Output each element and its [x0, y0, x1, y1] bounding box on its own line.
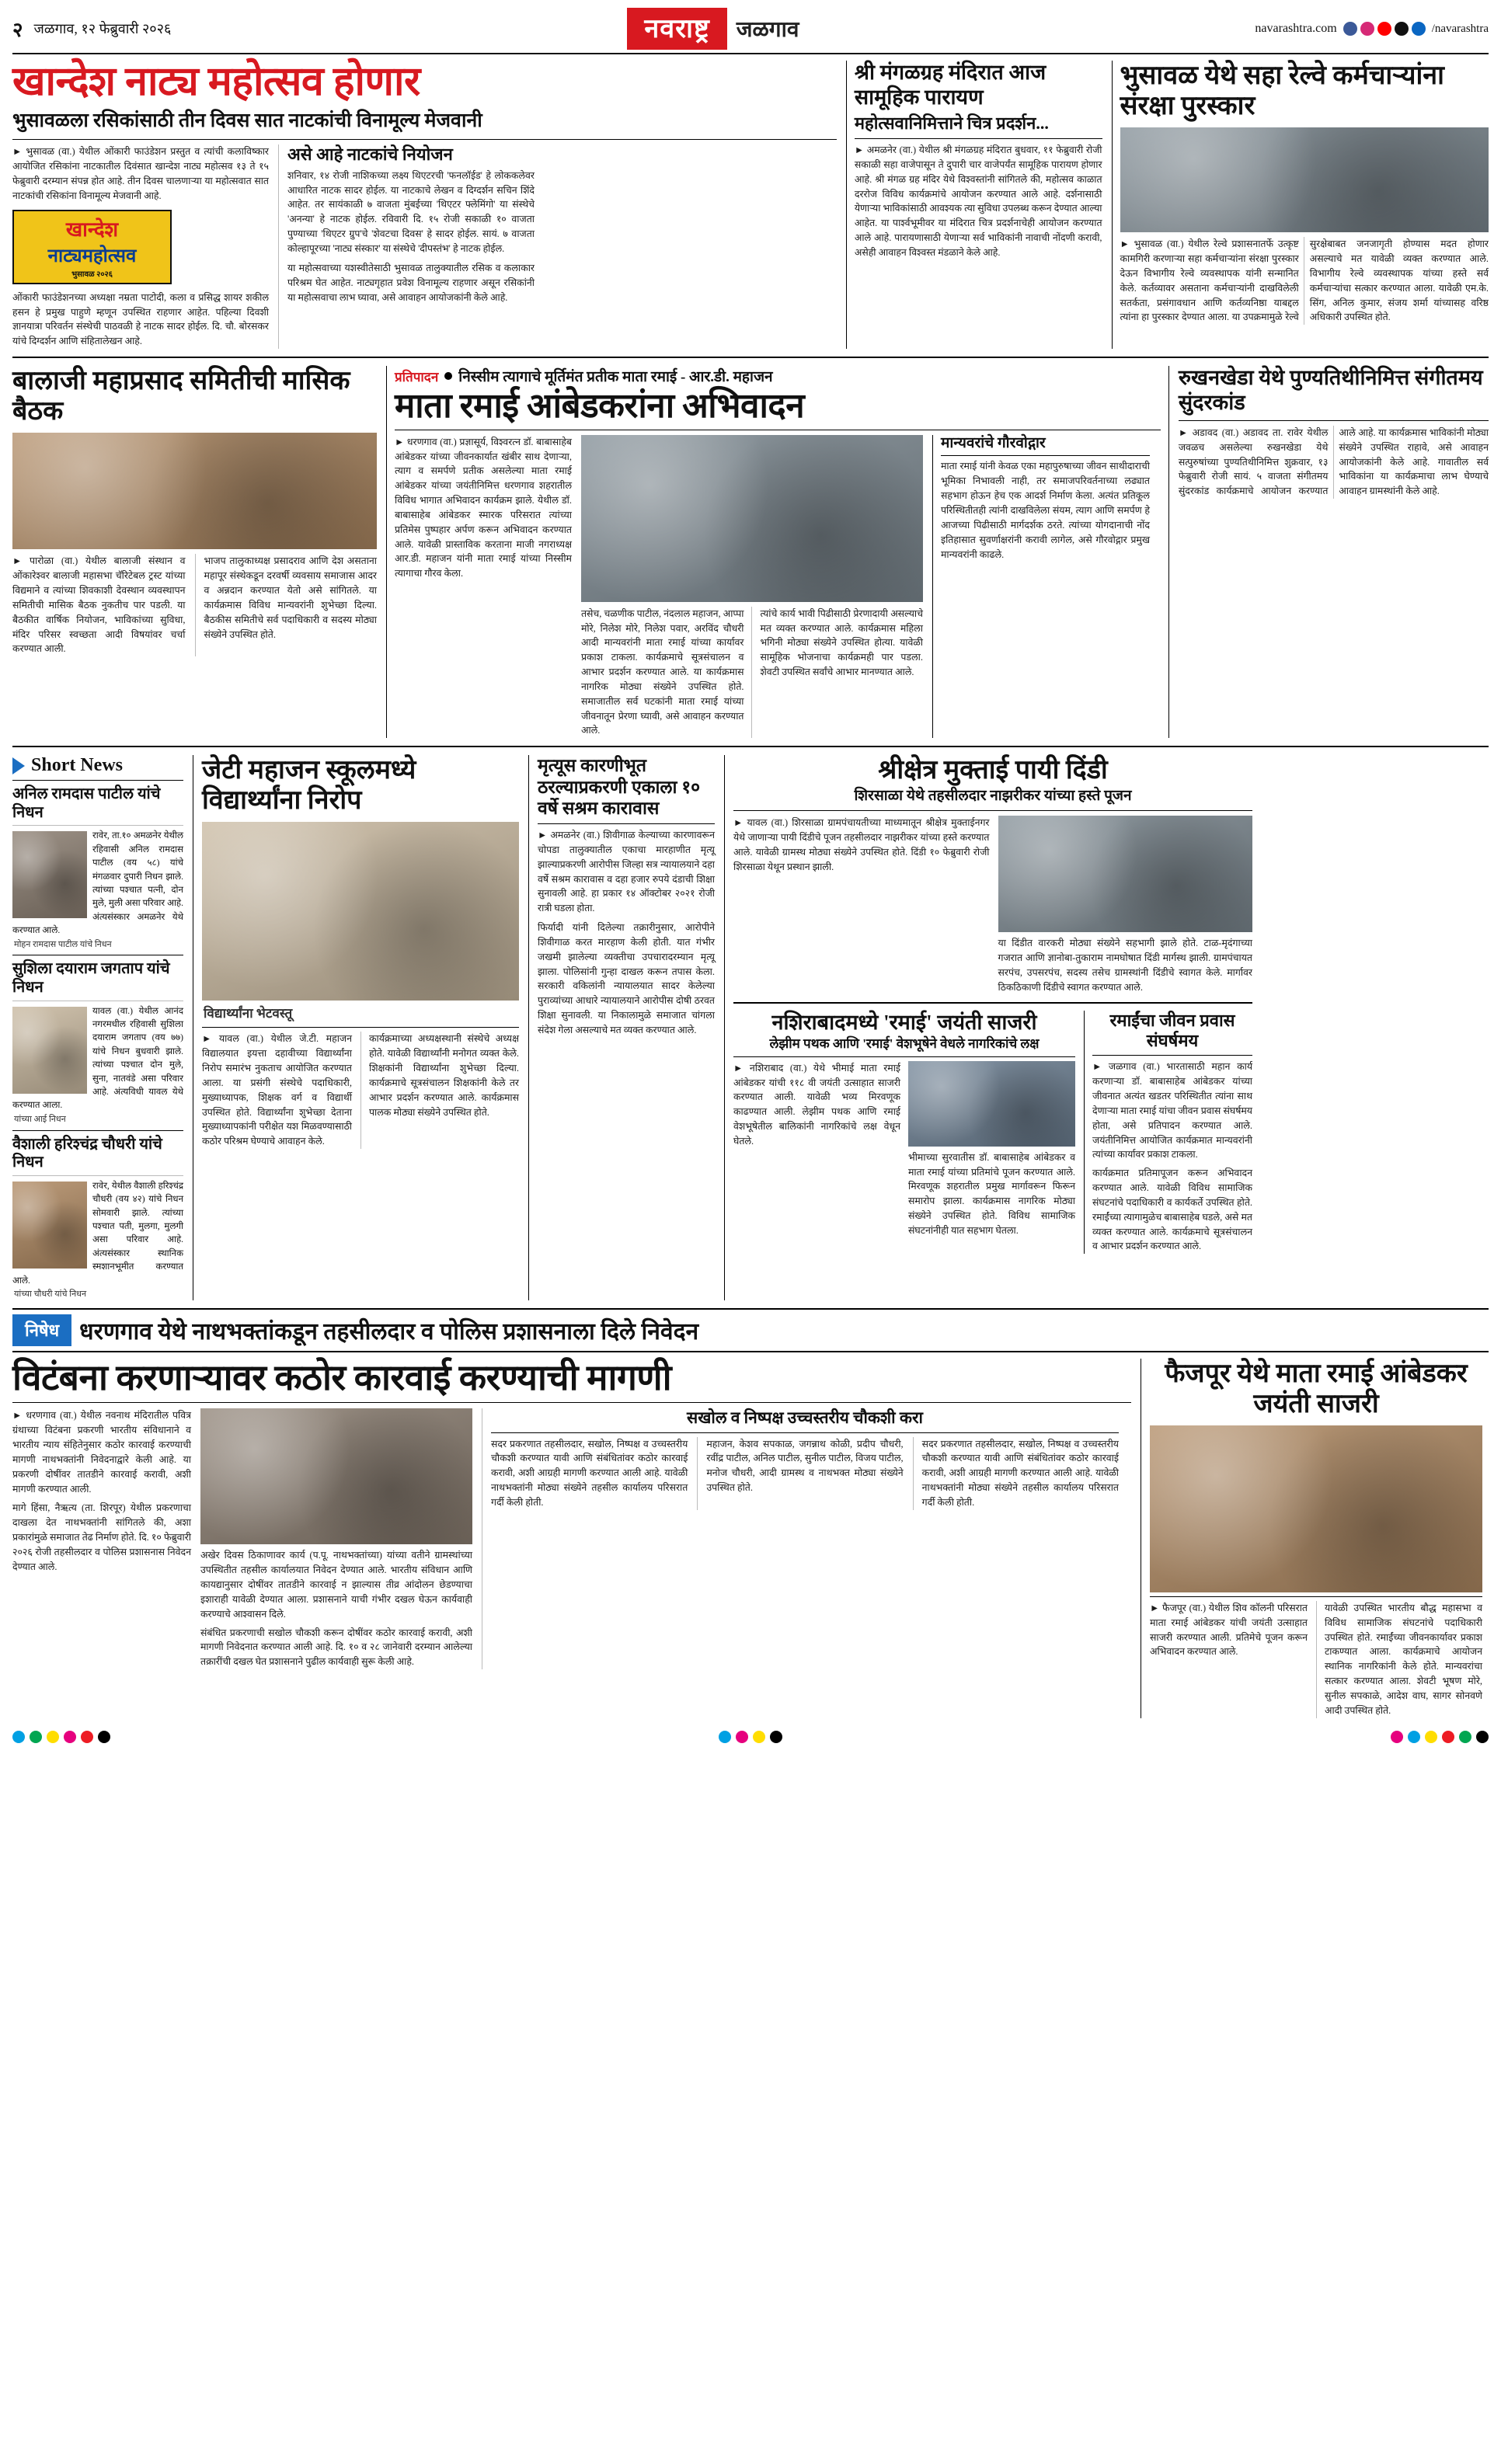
school-headline: जेटी महाजन स्कूलमध्ये विद्यार्थ्यांना निरोप	[202, 756, 416, 816]
page-number: २	[12, 19, 23, 41]
railway-photo	[1120, 127, 1489, 232]
protest-col2b: संबंधित प्रकरणाची सखोल चौकशी करून दोषींवर कठोर कारवाई करावी, अशी मागणी निवेदनात करण्यात आली आहे. दि. १० व २८ जानेवारी दरम्यान आलेल्या तक्रारींची दखल घेत प्रशासनाने पुढील कार्यवाही सुरू केली आहे.	[200, 1627, 472, 1668]
website-url[interactable]: navarashtra.com	[1255, 22, 1337, 35]
protest-col1b: मागे हिंसा, नैऋत्य (ता. शिरपूर) येथील प्रकरणाचा दाखला देत नाथभक्तांनी सांगितले की, अशा प्रकारांमुळे समाजात तेढ निर्माण होते. दि. १० फेब्रुवारी २०२६ रोजी तहसीलदार व पोलिस प्रशासनास निवेदन देण्यात आले.	[12, 1502, 191, 1572]
dindi-story	[733, 755, 1252, 994]
social-handle[interactable]: /navarashtra	[1431, 22, 1489, 35]
color-dot-green	[1459, 1731, 1471, 1743]
faizpur-body1: ► फैजपूर (वा.) येथील शिव कॉलनी परिसरात माता रमाई आंबेडकर यांची जयंती उत्साहात साजरी करण्यात आली. प्रतिमेचे पूजन करून अभिवादन करण्यात आले.	[1150, 1602, 1308, 1658]
social-icons[interactable]	[1343, 22, 1426, 36]
person-photo	[12, 1007, 87, 1094]
color-dot-yellow	[753, 1731, 765, 1743]
short-news-text: रावेर, ता.१० अमळनेर येथील रहिवासी अनिल रामदास पाटील (वय ५८) यांचे मंगळवार दुपारी निधन झाले. त्यांच्या पश्चात पत्नी, दोन मुले, मुली असा परिवार आहे. अंत्यसंस्कार अमळनेर येथे करण्यात आले.	[12, 830, 183, 936]
mata-ramai-col3: त्यांचे कार्य भावी पिढीसाठी प्रेरणादायी असल्याचे मत व्यक्त करण्यात आले. कार्यक्रमास महिला भगिनी मोठ्या संख्येने उपस्थित होत्या. यावेळी सामूहिक भोजनाचा कार्यक्रमही पार पडला. शेवटी उपस्थित सर्वांचे आभार मानण्यात आले.	[751, 607, 923, 739]
color-dot-black	[1476, 1731, 1489, 1743]
instagram-icon[interactable]	[1360, 22, 1374, 36]
ramai-life-story	[1084, 1011, 1252, 1255]
temple-body: ► अमळनेर (वा.) येथील श्री मंगळग्रह मंदिरात बुधवार, ११ फेब्रुवारी रोजी सकाळी सहा वाजेपासून ते दुपारी चार वाजेपर्यंत सामूहिक पारायण होणार आहे. श्री मंगळ ग्रह मंदिर येथे विश्वस्तांनी सांगितले की, महोत्सव काळात दररोज विविध कार्यक्रमांचे आयोजन करण्यात आले आहे. दर्शनासाठी येणाऱ्या भाविकांसाठी आवश्यक त्या सुविधा उपलब्ध करून देण्यात आल्या आहेत. या पार्श्वभूमीवर या मंदिरात चित्र प्रदर्शनाचेही आयोजन करण्यात आले आहे. पारायणासाठी येणाऱ्या सर्व भाविकांनी नावाची नोंदणी करावी, असेही आवाहन विश्वस्त मंडळाने केले आहे.	[854, 144, 1102, 259]
lead-subhead: भुसावळला रसिकांसाठी तीन दिवस सात नाटकांची विनामूल्य मेजवानी	[12, 110, 482, 132]
photo-caption: यांच्या आई निधन	[14, 1114, 66, 1124]
lead-story	[12, 61, 837, 349]
school-photo-caption: विद्यार्थ्यांना भेटवस्तू	[204, 1006, 293, 1021]
rukhankheda-story	[1179, 366, 1489, 738]
balaji-photo	[12, 433, 377, 549]
short-news-text: यावल (वा.) येथील आनंद नगरमधील रहिवासी सुशिला दयाराम जगताप (वय ७७) यांचे निधन बुधवारी झाले. त्यांच्या पश्चात दोन मुले, सुना, नातवंडे असा परिवार आहे. अंत्यविधी यावल येथे करण्यात आला.	[12, 1005, 183, 1111]
temple-story	[846, 61, 1102, 349]
protest-story	[12, 1359, 1131, 1718]
bottom-section	[12, 1359, 1489, 1718]
dindi-body2: या दिंडीत वारकरी मोठ्या संख्येने सहभागी झाले होते. टाळ-मृदंगाच्या गजरात आणि ज्ञानोबा-तुकाराम नामघोषात दिंडी मार्गस्थ झाली. ग्रामपंचायत सरपंच, उपसरपंच, सदस्य तसेच ग्रामस्थांनी दिंडीचे स्वागत केले. मार्गावर ठिकठिकाणी दिंडीचे स्वागत करण्यात आले.	[998, 938, 1252, 993]
linkedin-icon[interactable]	[1412, 22, 1426, 36]
balaji-story	[12, 366, 377, 738]
masthead-date: जळगाव, १२ फेब्रुवारी २०२६	[33, 21, 172, 37]
ramai-jayanti-headline: नशिराबादमध्ये 'रमाई' जयंती साजरी	[771, 1010, 1037, 1034]
masthead	[12, 8, 1489, 54]
mata-ramai-col2: तसेच, चळणीक पाटील, नंदलाल महाजन, आप्पा मोरे, निलेश मोरे, निलेश पवार, अरविंद चौधरी आदी मान्यवरांनी माता रमाई यांच्या कार्यावर प्रकाश टाकला. कार्यक्रमाचे सूत्रसंचालन व आभार प्रदर्शन करण्यात आले. या कार्यक्रमास नागरिक मोठ्या संख्येने उपस्थित होते. समाजातील सर्व घटकांनी माता रमाई यांच्या जीवनातून प्रेरणा घ्यावी, असे आवाहन करण्यात आले.	[580, 607, 744, 736]
right-stack	[724, 755, 1252, 1300]
kicker-tag: प्रतिपादन	[395, 367, 438, 385]
lead-col2-subhead: असे आहे नाटकांचे नियोजन	[287, 144, 453, 165]
festival-logo	[12, 210, 172, 284]
color-dot-yellow	[47, 1731, 59, 1743]
court-body2: फिर्यादी यांनी दिलेल्या तक्रारीनुसार, आरोपीने शिवीगाळ करत मारहाण केली होती. यात गंभीर जखमी झालेल्या व्यक्तीचा उपचारादरम्यान मृत्यू झाला. पोलिसांनी गुन्हा दाखल करून तपास केला. सरकारी वकिलांनी न्यायालयात सादर केलेल्या पुराव्यांच्या आधारे न्यायालयाने आरोपीस दोषी ठरवत शिक्षा सुनावली. या निकालामुळे समाजात चांगला संदेश गेला असल्याचे मत व्यक्त करण्यात आले.	[538, 922, 715, 1036]
kicker-text: निस्सीम त्यागाचे मूर्तिमंत प्रतीक माता रमाई - आर.डी. महाजन	[458, 369, 773, 386]
middle-band	[12, 366, 1489, 738]
x-icon[interactable]	[1395, 22, 1409, 36]
color-dot-magenta	[1391, 1731, 1403, 1743]
ramai-jayanti-body1: ► नशिराबाद (वा.) येथे भीमाई माता रमाई आंबेडकर यांची ११८ वी जयंती उत्साहात साजरी करण्यात आली. यावेळी भव्य मिरवणूक काढण्यात आली. लेझीम पथक आणि रमाई वेशभूषेतील बालिकांनी नागरिकांचे लक्ष वेधून घेतले.	[733, 1062, 900, 1147]
short-news-text: रावेर, येथील वैशाली हरिश्चंद्र चौधरी (वय ४२) यांचे निधन सोमवारी झाले. त्यांच्या पश्चात पती, मुलगा, मुलगी असा परिवार आहे. अंत्यसंस्कार स्थानिक स्मशानभूमीत करण्यात आले.	[12, 1180, 183, 1286]
color-dot-magenta	[736, 1731, 748, 1743]
lead-headline: खान्देश नाट्य महोत्सव होणार	[12, 60, 420, 104]
short-news-headline: अनिल रामदास पाटील यांचे निधन	[12, 785, 161, 821]
lower-section	[12, 755, 1489, 1300]
faizpur-headline: फैजपूर येथे माता रमाई आंबेडकर जयंती साजरी	[1165, 1359, 1468, 1418]
photo-caption: मोहन रामदास पाटील यांचे निधन	[14, 939, 112, 949]
list-item	[12, 1136, 183, 1300]
school-body1: ► यावल (वा.) येथील जे.टी. महाजन विद्यालयात इयत्ता दहावीच्या विद्यार्थ्यांना निरोप समारंभ नुकताच आयोजित करण्यात आला. या प्रसंगी संस्थेचे पदाधिकारी, मुख्याध्यापक, शिक्षक वर्ग व विद्यार्थी उपस्थित होते. विद्यार्थ्यांना शुभेच्छा देताना मुख्याध्यापकांनी परीक्षेत यश मिळवण्यासाठी कठोर परिश्रम घेण्याचे आवाहन केले.	[202, 1033, 352, 1147]
masthead-center	[627, 8, 799, 50]
color-dot-green	[30, 1731, 42, 1743]
color-dot-cyan	[719, 1731, 731, 1743]
court-body1: ► अमळनेर (वा.) शिवीगाळ केल्याच्या कारणावरून चोपडा तालुक्यातील एकाचा मारहाणीत मृत्यू झाल्याप्रकरणी आरोपीस जिल्हा सत्र न्यायालयाने दहा वर्षे सश्रम कारावास व दहा हजार रुपये दंडाची शिक्षा सुनावली आहे. हा प्रकार १४ ऑक्टोबर २०२१ रोजी रात्री घडला होता.	[538, 830, 715, 914]
short-news-headline: सुशिला दयाराम जगताप यांचे निधन	[12, 960, 170, 997]
lead-col2-para1: शनिवार, १४ रोजी नाशिकच्या लक्ष्य थिएटरची 'फनलॉईड' हे लोककलेवर आधारित नाटक सादर होईल. या नाटकाचे लेखन व दिग्दर्शन सचिन शिंदे आहेत. तर सायंकाळी ७ वाजता मुंबईच्या 'थिएटर फ्लेमिंगो' या संस्थेचे 'अनन्या' हे नाटक होईल. रविवारी दि. १५ रोजी सकाळी १० वाजता पुण्याच्या 'थिएटर ग्रुप'चे 'शेवटचा दिवस' हे सादर होईल. सायं. ७ वाजता कोल्हापूरच्या 'नाट्य संस्कार' या संस्थेचे 'दीपस्तंभ' हे नाटक होईल.	[287, 169, 535, 255]
color-dot-red	[1442, 1731, 1454, 1743]
person-photo	[12, 1182, 87, 1269]
ramai-life-body1: ► जळगाव (वा.) भारतासाठी महान कार्य करणाऱ्या डॉ. बाबासाहेब आंबेडकर यांच्या जीवनात अत्यंत खडतर परिस्थितीत त्यांना साथ देणाऱ्या माता रमाई यांचा जीवन प्रवास संघर्षमय होता, असे प्रतिपादन करण्यात आले. जयंतीनिमित्त आयोजित कार्यक्रमात मान्यवरांनी त्यांच्या कार्यावर प्रकाश टाकला.	[1092, 1061, 1252, 1161]
protest-photo	[200, 1408, 472, 1544]
school-photo	[202, 822, 519, 1001]
facebook-icon[interactable]	[1343, 22, 1357, 36]
railway-headline: भुसावळ येथे सहा रेल्वे कर्मचाऱ्यांना संरक्षा पुरस्कार	[1120, 61, 1444, 121]
protest-col2: अखेर दिवस ठिकाणावर कार्य (प.पू. नाथभक्तांच्या) यांच्या वतीने ग्रामस्थांच्या उपस्थितीत तहसील कार्यालयात निवेदन देण्यात आले. भारतीय संविधान आणि कायद्यानुसार दोषींवर तातडीने कारवाई न झाल्यास तीव्र आंदोलन छेडण्याचा इशाराही यावेळी देण्यात आला. प्रशासनाने याची गंभीर दखल घेऊन कार्यवाही करण्याचे आश्वासन दिले.	[200, 1550, 472, 1620]
color-dot-yellow	[1425, 1731, 1437, 1743]
short-news-column	[12, 755, 183, 1300]
mata-ramai-story	[386, 366, 1169, 738]
arrow-right-icon	[12, 757, 25, 774]
lead-col1-para2: ओंकारी फाउंडेशनच्या अध्यक्षा नम्रता पाटोदी, कला व प्रसिद्ध शायर शकील हसन हे प्रमुख पाहुणे म्हणून उपस्थित राहणार आहेत. पहिल्या दिवशी ज्ञानयात्रा परिवर्तन संस्थेची पाठवळी हे नाटक सादर होईल. दि. चौ. बोरसकर यांचे दिग्दर्शन आणि संहितालेखन आहे.	[12, 291, 269, 347]
gaurav-headline: मान्यवरांचे गौरवोद्गार	[940, 434, 1046, 451]
color-dots-right	[1391, 1731, 1489, 1743]
court-headline: मृत्यूस कारणीभूत ठरल्याप्रकरणी एकाला १० वर्षे सश्रम कारावास	[538, 756, 701, 819]
bullet-dot	[444, 372, 452, 380]
ramai-lower-row	[733, 1011, 1252, 1255]
edition-name: जळगाव	[736, 18, 799, 42]
temple-subhead: महोत्सवानिमित्ताने चित्र प्रदर्शन...	[854, 113, 1049, 133]
faizpur-photo	[1150, 1425, 1482, 1592]
festival-logo-line1: खान्देश	[65, 218, 119, 242]
ramai-jayanti-subhead: लेझीम पथक आणि 'रमाई' वेशभूषेने वेधले नागरिकांचे लक्ष	[769, 1036, 1040, 1052]
top-section	[12, 61, 1489, 349]
list-item	[12, 785, 183, 950]
lead-col2-para2: या महोत्सवाच्या यशस्वीतेसाठी भुसावळ तालुक्यातील रसिक व कलाकार परिश्रम घेत आहेत. नाट्यगृहात प्रवेश विनामूल्य राहणार असून रसिकांनी या महोत्सवाचा लाभ घ्यावा, असे आवाहन आयोजकांनी केले आहे.	[287, 262, 535, 303]
balaji-headline: बालाजी महाप्रसाद समितीची मासिक बैठक	[12, 367, 350, 426]
mata-ramai-headline: माता रमाई आंबेडकरांना अभिवादन	[394, 387, 805, 426]
ramai-jayanti-photo	[908, 1061, 1075, 1147]
color-dots-left	[12, 1731, 110, 1743]
dindi-photo	[998, 816, 1253, 932]
short-news-body	[12, 1004, 183, 1112]
color-dot-black	[98, 1731, 110, 1743]
ramai-jayanti-body2: भीमाच्या सुरवातीस डॉ. बाबासाहेब आंबेडकर व माता रमाई यांच्या प्रतिमांचे पूजन करण्यात आले. मिरवणूक शहरातील प्रमुख मार्गावरून फिरून समारोप झाला. कार्यक्रमास नागरिक मोठ्या संख्येने उपस्थित होते. विविध सामाजिक संघटनांनीही यात सहभाग घेतला.	[908, 1151, 1075, 1236]
color-dot-magenta	[64, 1731, 76, 1743]
protest-subhead: सखोल व निष्पक्ष उच्चस्तरीय चौकशी करा	[687, 1408, 923, 1428]
short-news-title: Short News	[31, 755, 123, 776]
protest-strip-text: धरणगाव येथे नाथभक्तांकडून तहसीलदार व पोलिस प्रशासनाला दिले निवेदन	[79, 1318, 699, 1345]
gaurav-box	[932, 435, 1150, 739]
protest-col3c: सदर प्रकरणात तहसीलदार, सखोल, निष्पक्ष व उच्चस्तरीय चौकशी करण्यात यावी आणि संबंधितांवर कठोर कारवाई करावी, अशी आग्रही मागणी करण्यात आली आहे. यावेळी नाथभक्तांनी मोठ्या संख्येने तहसील कार्यालय परिसरात गर्दी केली होती.	[913, 1437, 1119, 1510]
railway-body: ► भुसावळ (वा.) येथील रेल्वे प्रशासनातर्फे उत्कृष्ट कामगिरी करणाऱ्या सहा कर्मचाऱ्यांना संरक्षा पुरस्कार देऊन विभागीय रेल्वे व्यवस्थापक यांनी सन्मानित केले. कर्तव्यावर असताना कर्मचाऱ्यांनी दाखविलेली सतर्कता, प्रसंगावधान आणि कर्तव्यनिष्ठा याबद्दल त्यांना हा पुरस्कार देण्यात आला. या उपक्रमामुळे रेल्वे सुरक्षेबाबत जनजागृती होण्यास मदत होणार असल्याचे मत यावेळी व्यक्त करण्यात आले. विभागीय रेल्वे व्यवस्थापक यांच्या हस्ते सर्व कर्मचाऱ्यांचा सत्कार करण्यात आला. यावेळी एम.के. सिंग, अनिल कुमार, संजय शर्मा यांच्यासह वरिष्ठ अधिकारी उपस्थित होते.	[1120, 238, 1489, 323]
youtube-icon[interactable]	[1377, 22, 1391, 36]
rukhankheda-headline: रुखनखेडा येथे पुण्यतिथीनिमित्त संगीतमय सुंदरकांड	[1178, 366, 1483, 415]
balaji-body1: ► पारोळा (वा.) येथील बालाजी संस्थान व ओंकारेश्वर बालाजी महासभा चॅरिटेबल ट्रस्ट यांच्या विद्यमाने व त्यांच्या शिवकाशी देवस्थान व्यवस्थापन समितीची मासिक बैठक नुकतीच पार पडली. या बैठकीत वार्षिक नियोजन, भाविकांच्या सुविधा, मंदिर परिसर स्वच्छता आदी विषयांवर चर्चा करण्यात आली.	[12, 555, 186, 655]
school-body2: कार्यक्रमाच्या अध्यक्षस्थानी संस्थेचे अध्यक्ष होते. यावेळी विद्यार्थ्यांनी मनोगत व्यक्त केले. शिक्षकांनी विद्यार्थ्यांना शुभेच्छा दिल्या. कार्यक्रमाचे सूत्रसंचालन शिक्षकांनी केले तर आभार प्रदर्शन करण्यात आले. कार्यक्रमास पालक मोठ्या संख्येने उपस्थित होते.	[360, 1032, 519, 1149]
faizpur-body2: यावेळी उपस्थित भारतीय बौद्ध महासभा व विविध सामाजिक संघटनांचे पदाधिकारी उपस्थित होते. रमाईंच्या जीवनकार्यावर प्रकाश टाकण्यात आला. कार्यक्रमाचे आयोजन स्थानिक नागरिकांनी केले होते. मान्यवरांचा सत्कार करण्यात आला. शेवटी भूषण मोरे, सुनील सपकाळे, आदेश वाघ, सागर सोनवणे आदी उपस्थित होते.	[1316, 1601, 1482, 1718]
ramai-life-headline: रमाईंचा जीवन प्रवास संघर्षमय	[1109, 1010, 1235, 1050]
color-dot-black	[770, 1731, 782, 1743]
protest-col3: सदर प्रकरणात तहसीलदार, सखोल, निष्पक्ष व उच्चस्तरीय चौकशी करण्यात यावी आणि संबंधितांवर कठोर कारवाई करावी, अशी आग्रही मागणी करण्यात आली आहे. यावेळी नाथभक्तांनी मोठ्या संख्येने तहसील कार्यालय परिसरात गर्दी केली होती.	[491, 1438, 688, 1508]
masthead-left	[12, 15, 171, 43]
mata-ramai-kicker	[395, 366, 1161, 386]
protest-col1: ► धरणगाव (वा.) येथील नवनाथ मंदिरातील पवित्र ग्रंथाच्या विटंबना प्रकरणी भारतीय संविधानाने व भारतीय न्याय संहितेनुसार कठोर कारवाई करण्याची मागणी नाथभक्तांनी निवेदनाद्वारे केली आहे. या प्रकरणी दोषींवर तातडीने कारवाई करावी, अशी मागणी करण्यात आली.	[12, 1410, 191, 1495]
festival-logo-line2: नाट्यमहोत्सव	[47, 246, 137, 267]
masthead-right	[1255, 22, 1489, 36]
dindi-subhead: शिरसाळा येथे तहसीलदार नाझरीकर यांच्या हस्ते पूजन	[854, 788, 1132, 805]
mata-ramai-col1: ► धरणगाव (वा.) प्रज्ञासूर्य, विश्वरत्न डॉ. बाबासाहेब आंबेडकर यांच्या जीवनकार्यात खंबीर साथ देणाऱ्या, त्याग व समर्पणे प्रतीक असलेल्या माता रमाई आंबेडकर यांच्या जयंतीनिमित्त धरणगाव शहरातील विविध भागात अभिवादन कार्यक्रम झाले. येथील डॉ. बाबासाहेब आंबेडकर स्मारक परिसरात त्यांच्या प्रतिमेस पुष्पहार अर्पण करून अभिवादन करण्यात आले. यावेळी प्रास्ताविक करताना माजी नगराध्यक्ष आर.डी. महाजन यांनी माता रमाई यांच्या निस्सीम त्यागाचा गौरव केला.	[394, 436, 572, 579]
person-photo	[12, 831, 87, 918]
rukhankheda-body: ► अडावद (वा.) अडावद ता. रावेर येथील जवळच असलेल्या रुखनखेडा येथे सत्पुरुषांच्या पुण्यतिथीनिमित्त शुक्रवार, १३ फेब्रुवारी रोजी सायं. ५ वाजता संगीतमय सुंदरकांड कार्यक्रमाचे आयोजन करण्यात आले आहे. या कार्यक्रमास भाविकांनी मोठ्या संख्येने उपस्थित राहावे, असे आवाहन आयोजकांनी केले आहे. गावातील सर्व भाविकांना या कार्यक्रमाचा लाभ घेण्याचे आवाहन ग्रामस्थांनी केले आहे.	[1178, 426, 1489, 497]
protest-strip	[12, 1308, 1489, 1352]
color-dot-cyan	[1408, 1731, 1420, 1743]
short-news-header	[12, 755, 183, 776]
school-story	[193, 755, 519, 1300]
brand-logo: नवराष्ट्र	[627, 8, 726, 50]
color-dots-center	[719, 1731, 782, 1743]
short-news-body	[12, 829, 183, 937]
dindi-headline: श्रीक्षेत्र मुक्ताई पायी दिंडी	[878, 756, 1108, 785]
lead-col1-para1: ► भुसावळ (वा.) येथील ओंकारी फाउंडेशन प्रस्तुत व त्यांची कलाविष्कार आयोजित रसिकांना नाटकातील दिवंसात खान्देश नाट्य महोत्सव १३ ते १५ फेब्रुवारी दरम्यान संपन्न होत आहे. तीन दिवस चालणाऱ्या या महोत्सवात सात नाटकांची रसिकांना विनामूल्य मेजवानी आहे.	[12, 146, 269, 201]
ramai-jayanti-story	[733, 1011, 1075, 1255]
protest-headline: विटंबना करणाऱ्यावर कठोर कारवाई करण्याची मागणी	[12, 1357, 672, 1397]
railway-story	[1112, 61, 1489, 349]
color-dot-cyan	[12, 1731, 25, 1743]
faizpur-story	[1141, 1359, 1482, 1718]
ramai-life-body2: कार्यक्रमात प्रतिमापूजन करून अभिवादन करण्यात आले. यावेळी विविध सामाजिक संघटनांचे पदाधिकारी व कार्यकर्ते उपस्थित होते. रमाईंच्या त्यागामुळेच बाबासाहेब घडले, असे मत व्यक्त करण्यात आले. कार्यक्रमाचे सूत्रसंचालन व आभार प्रदर्शन करण्यात आले.	[1092, 1168, 1252, 1252]
list-item	[12, 960, 183, 1125]
balaji-body2: भाजप तालुकाध्यक्ष प्रसादराव आणि देश असताना महापूर संस्थेकडून दरवर्षी व्यवसाय समाजास आदर व अन्नदान करण्यात येतो असे सांगितले. या कार्यक्रमास विविध मान्यवरांनी शुभेच्छा दिल्या. बैठकीस समितीचे सर्व पदाधिकारी व सदस्य मोठ्या संख्येने उपस्थित होते.	[195, 554, 378, 656]
registration-bar	[12, 1726, 1489, 1743]
color-dot-red	[81, 1731, 93, 1743]
court-story	[528, 755, 715, 1300]
festival-logo-line3: भुसावळ २०२६	[71, 270, 113, 280]
temple-headline: श्री मंगळग्रह मंदिरात आज सामूहिक पारायण	[854, 61, 1047, 109]
dindi-body1: ► यावल (वा.) शिरसाळा ग्रामपंचायतीच्या माध्यमातून श्रीक्षेत्र मुक्ताईनगर येथे जाणाऱ्या पायी दिंडीचे पूजन तहसीलदार नाझरीकर यांच्या हस्ते करण्यात आले. यावेळी ग्रामस्थ मोठ्या संख्येने उपस्थित होते. दिंडी १० फेब्रुवारी रोजी शिरसाळा येथून प्रस्थान झाली.	[733, 817, 990, 872]
protest-col3b: महाजन, केशव सपकाळ, जगन्नाथ कोळी, प्रदीप चौधरी, रवींद्र पाटील, अनिल पाटील, सुनील पाटील, विजय पाटील, मनोज चौधरी, आदी ग्रामस्थ व नाथभक्त मोठ्या संख्येने उपस्थित होते.	[697, 1437, 903, 1510]
mata-ramai-photo	[581, 435, 923, 602]
protest-strip-tag: निषेध	[12, 1314, 71, 1346]
photo-caption: यांच्या चौधरी यांचे निधन	[14, 1289, 87, 1299]
short-news-headline: वैशाली हरिश्चंद्र चौधरी यांचे निधन	[12, 1135, 162, 1171]
gaurav-body: माता रमाई यांनी केवळ एका महापुरुषाच्या जीवन साथीदाराची भूमिका निभावली नाही, तर समाजपरिवर्तनाच्या लढ्यात सहभाग होऊन हेच एक आदर्श निर्माण केला. अत्यंत प्रतिकूल परिस्थितीतही त्यांनी दाखविलेला संयम, त्याग आणि समर्पण हे आजच्या पिढीसाठी मार्गदर्शक ठरते. त्यांच्या योगदानाची नोंद इतिहासात सुवर्णाक्षरांनी करावी लागेल, असे गौरवोद्गार प्रमुख मान्यवरांनी काढले.	[940, 461, 1150, 560]
short-news-body	[12, 1179, 183, 1287]
